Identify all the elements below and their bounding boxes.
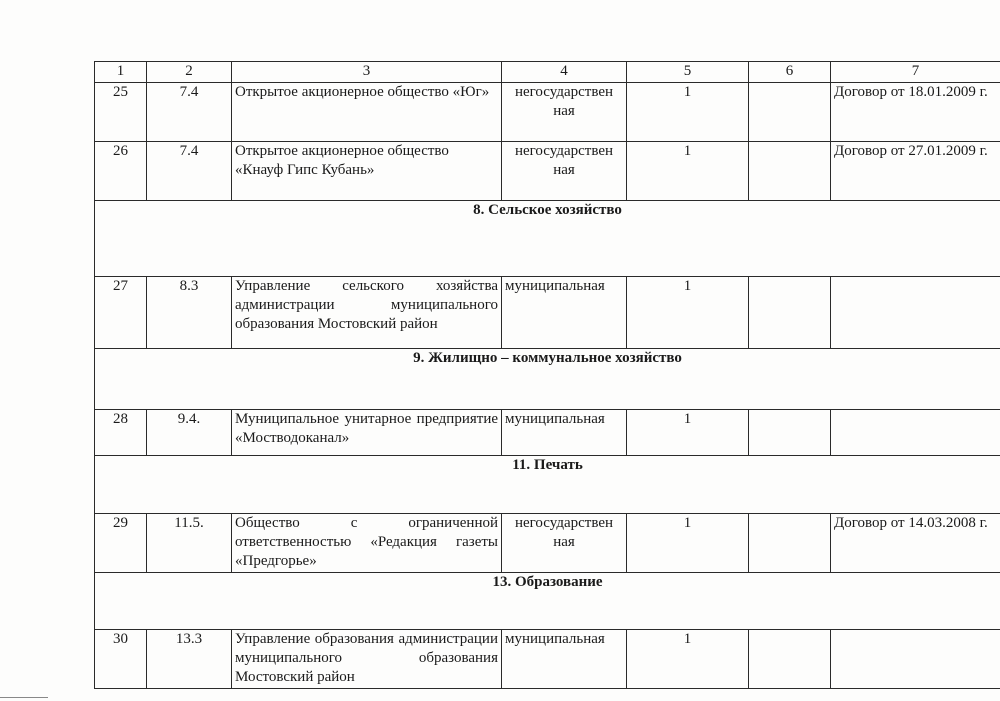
row-number: 26 [95, 142, 147, 201]
row-ownership: муниципальная [502, 630, 627, 689]
row-note [831, 277, 1000, 349]
table-row [95, 514, 1000, 573]
row-number: 28 [95, 410, 147, 456]
row-name: Открытое акционерное общество «Кнауф Гипс Кубань» [232, 142, 502, 201]
row-number: 25 [95, 83, 147, 142]
section-row [95, 349, 1000, 410]
section-row [95, 456, 1000, 514]
table-row [95, 142, 1000, 201]
row-code: 9.4. [147, 410, 232, 456]
col-header: 2 [147, 62, 232, 83]
row-ownership: негосударствен ная [502, 83, 627, 142]
row-number: 29 [95, 514, 147, 573]
row-number: 27 [95, 277, 147, 349]
row-note: Договор от 18.01.2009 г. [831, 83, 1000, 142]
row-ownership: негосударствен ная [502, 142, 627, 201]
col-header: 5 [627, 62, 749, 83]
row-note [831, 630, 1000, 689]
row-note: Договор от 27.01.2009 г. [831, 142, 1000, 201]
row-col6 [749, 630, 831, 689]
row-count: 1 [627, 142, 749, 201]
row-name: Муниципальное унитарное предприятие «Мостводоканал» [232, 410, 502, 456]
col-header: 3 [232, 62, 502, 83]
section-row [95, 201, 1000, 277]
table-row [95, 83, 1000, 142]
row-col6 [749, 142, 831, 201]
row-count: 1 [627, 514, 749, 573]
row-ownership: негосударствен ная [502, 514, 627, 573]
row-name: Открытое акционерное общество «Юг» [232, 83, 502, 142]
col-header: 4 [502, 62, 627, 83]
header-row [95, 62, 1000, 83]
row-ownership: муниципальная [502, 277, 627, 349]
row-code: 13.3 [147, 630, 232, 689]
table-row [95, 277, 1000, 349]
registry-table [94, 61, 1000, 689]
row-count: 1 [627, 410, 749, 456]
row-code: 7.4 [147, 142, 232, 201]
scan-edge-mark [0, 697, 48, 698]
row-code: 8.3 [147, 277, 232, 349]
row-name: Общество с ограниченной ответственностью «Редакция газеты «Предгорье» [232, 514, 502, 573]
section-title: 9. Жилищно – коммунальное хозяйство [95, 349, 1000, 410]
row-note [831, 410, 1000, 456]
row-name: Управление сельского хозяйства администрации муниципального образования Мостовский район [232, 277, 502, 349]
col-header: 7 [831, 62, 1000, 83]
col-header: 1 [95, 62, 147, 83]
row-count: 1 [627, 83, 749, 142]
row-number: 30 [95, 630, 147, 689]
row-col6 [749, 83, 831, 142]
table-row [95, 630, 1000, 689]
section-row [95, 573, 1000, 630]
row-note: Договор от 14.03.2008 г. [831, 514, 1000, 573]
section-title: 11. Печать [95, 456, 1000, 514]
row-ownership: муниципальная [502, 410, 627, 456]
col-header: 6 [749, 62, 831, 83]
row-name: Управление образования администрации муниципального образования Мостовский район [232, 630, 502, 689]
row-col6 [749, 410, 831, 456]
row-col6 [749, 277, 831, 349]
row-count: 1 [627, 277, 749, 349]
row-code: 11.5. [147, 514, 232, 573]
section-title: 8. Сельское хозяйство [95, 201, 1000, 277]
row-col6 [749, 514, 831, 573]
table-row [95, 410, 1000, 456]
section-title: 13. Образование [95, 573, 1000, 630]
row-count: 1 [627, 630, 749, 689]
row-code: 7.4 [147, 83, 232, 142]
